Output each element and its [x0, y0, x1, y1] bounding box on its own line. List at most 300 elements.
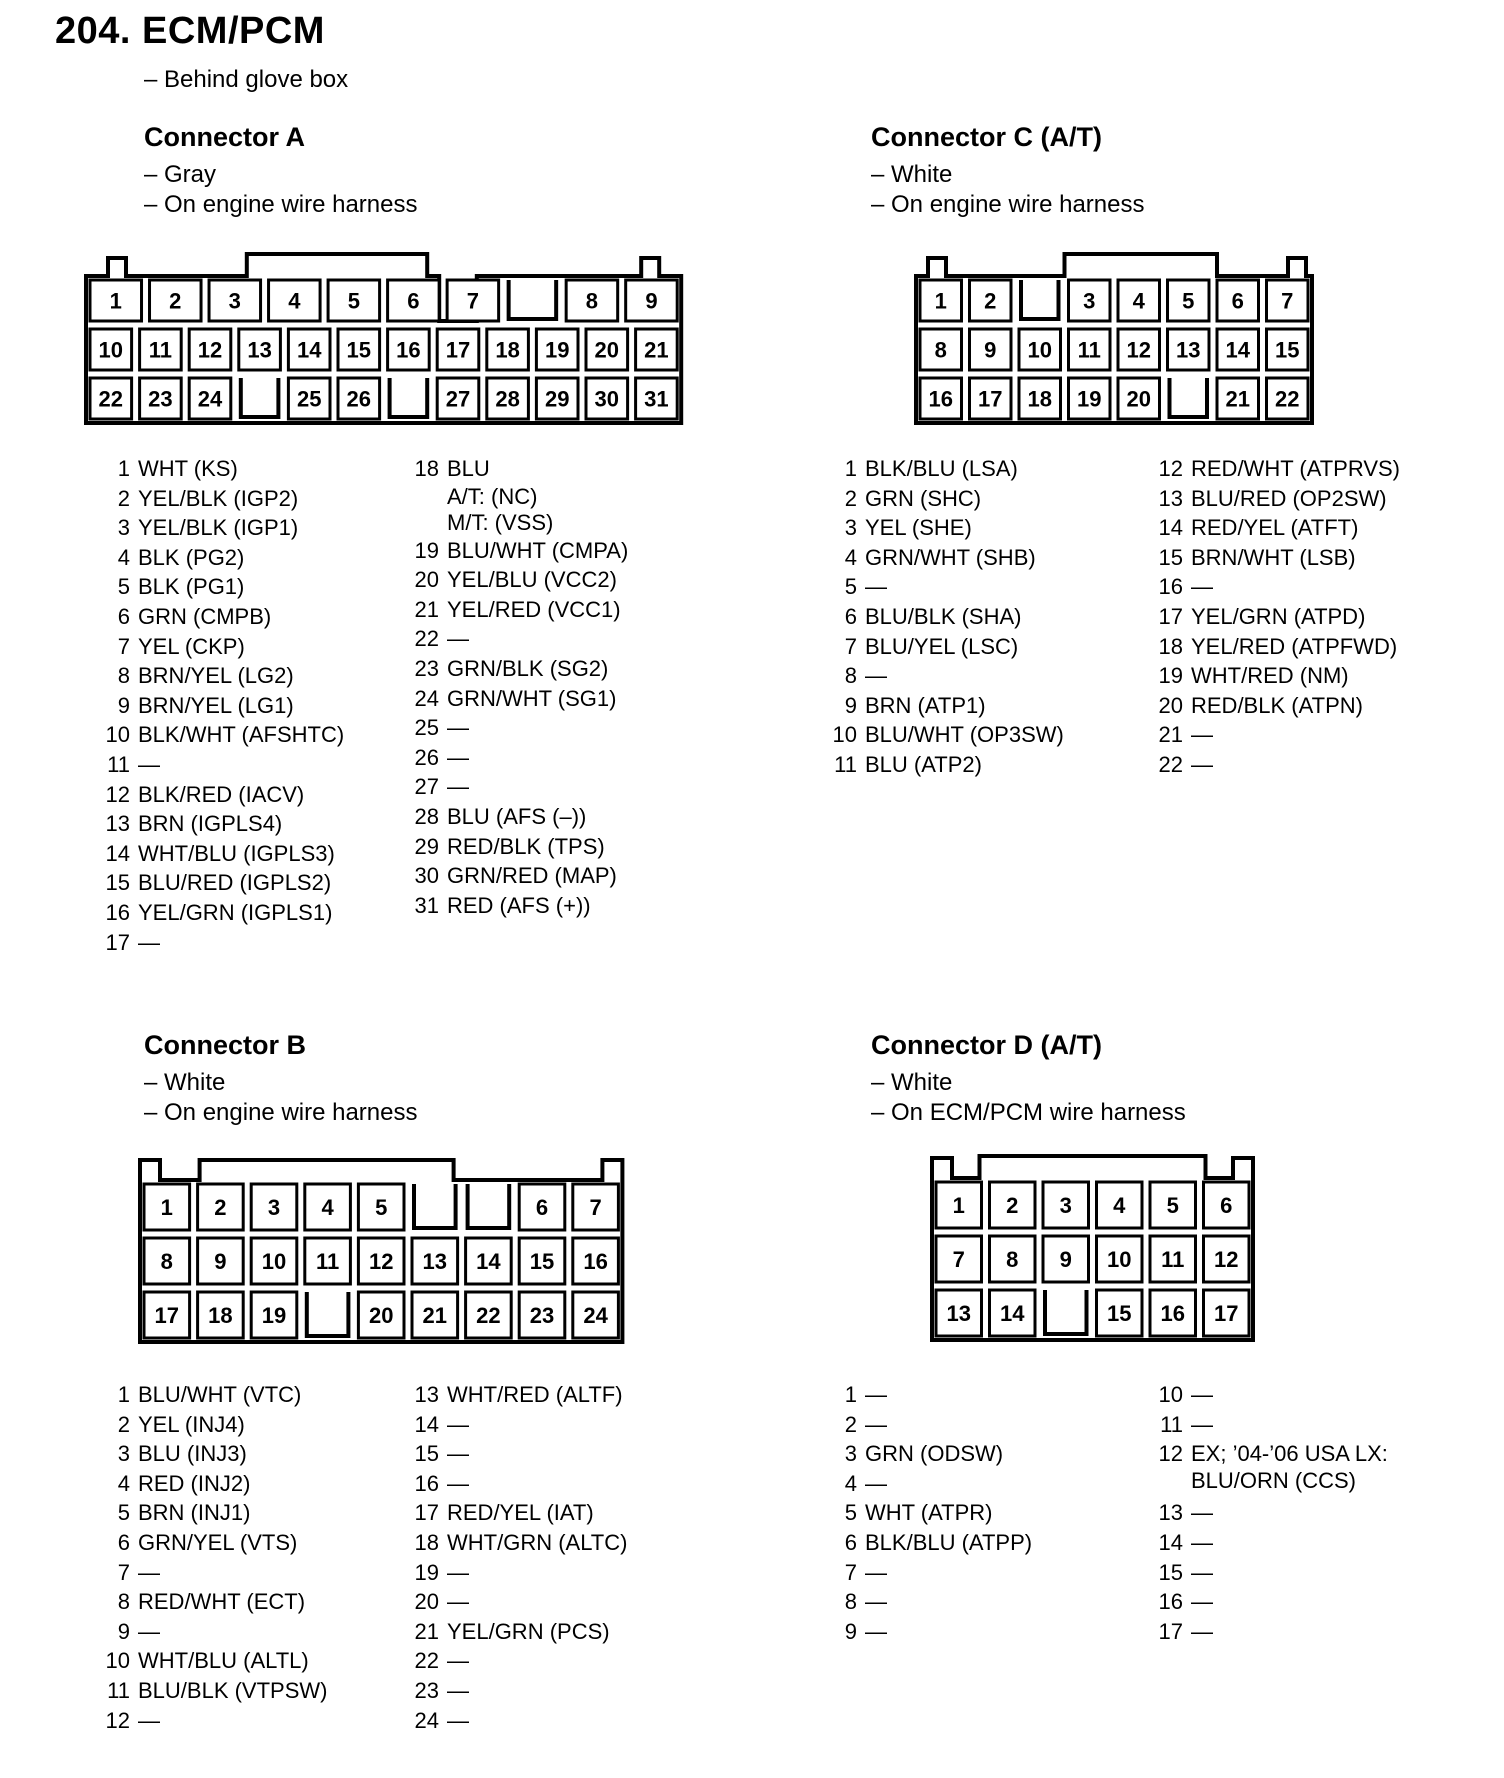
pin-row	[100, 1528, 327, 1558]
pin-row	[100, 1410, 327, 1440]
pin-row	[100, 898, 344, 928]
pin-wire: —	[1191, 574, 1213, 600]
cavity-number: 1	[160, 1195, 173, 1220]
pin-row	[1153, 661, 1400, 691]
cavity-number: 12	[1214, 1247, 1239, 1272]
pin-wire: GRN (ODSW)	[865, 1441, 1004, 1467]
cavity-number: 8	[934, 337, 947, 363]
pin-number: 14	[414, 1411, 439, 1437]
pin-wire: BLU (ATP2)	[865, 751, 982, 777]
pin-wire: YEL/GRN (IGPLS1)	[138, 899, 333, 925]
pin-row	[100, 661, 344, 691]
pin-wire: YEL/GRN (PCS)	[447, 1618, 610, 1644]
cavity-number: 15	[529, 1249, 555, 1274]
pin-row	[409, 624, 628, 654]
pin-row	[100, 513, 344, 543]
connector-a-diagram	[80, 248, 690, 428]
pin-wire: BRN/WHT (LSB)	[1191, 544, 1356, 570]
pin-wire: BLK/WHT (AFSHTC)	[138, 722, 345, 748]
cavity-number: 2	[169, 288, 182, 314]
cavity-number: 25	[296, 386, 322, 412]
cavity-number: 16	[583, 1249, 608, 1274]
pin-number: 2	[117, 485, 130, 511]
pin-number: 1	[844, 1382, 857, 1407]
connector-b-color: – White	[144, 1069, 226, 1096]
pin-row	[100, 1587, 327, 1617]
pin-wire: BLU (INJ3)	[138, 1441, 247, 1467]
pin-number: 3	[844, 1441, 857, 1467]
cavity-number: 19	[544, 337, 570, 363]
cavity-number: 4	[288, 288, 301, 314]
pin-number: 8	[844, 1589, 857, 1615]
cavity-number: 5	[1166, 1193, 1179, 1218]
pin-wire: —	[1191, 1382, 1213, 1407]
cavity-number: 22	[98, 386, 124, 412]
pin-number: 15	[414, 1441, 439, 1467]
pin-number: 2	[844, 1411, 857, 1437]
pin-row	[827, 1617, 1032, 1647]
pin-row	[409, 743, 628, 773]
cavity-number: 15	[1107, 1301, 1132, 1326]
pin-row	[409, 1617, 627, 1647]
pin-wire: BLU/BLK (SHA)	[865, 603, 1022, 629]
pin-wire: —	[1191, 1559, 1213, 1585]
pin-number: 18	[414, 1529, 439, 1555]
pin-number: 9	[844, 692, 857, 718]
pin-wire: BLK (PG1)	[138, 574, 245, 600]
cavity-number: 3	[1083, 288, 1096, 314]
cavity-number: 21	[422, 1303, 448, 1328]
pin-wire: —	[447, 1559, 469, 1585]
pin-row	[409, 772, 628, 802]
pin-number: 27	[414, 774, 439, 800]
pin-wire: GRN/WHT (SHB)	[865, 544, 1036, 570]
pin-row	[827, 572, 1064, 602]
connector-b-diagram	[134, 1154, 634, 1350]
pin-row	[1153, 484, 1400, 514]
pin-wire: GRN/WHT (SG1)	[447, 685, 617, 711]
pin-wire: WHT (ATPR)	[865, 1500, 993, 1526]
pin-row	[1153, 1439, 1388, 1469]
pin-row	[827, 632, 1064, 662]
cavity-number: 11	[315, 1249, 340, 1274]
pin-number: 13	[1158, 1500, 1183, 1526]
pin-row	[1153, 1410, 1388, 1440]
pin-row	[100, 720, 344, 750]
pin-row	[827, 1528, 1032, 1558]
pin-number: 28	[414, 803, 439, 829]
pin-wire: —	[447, 1677, 469, 1703]
cavity-number: 23	[148, 386, 173, 412]
pin-row	[100, 928, 344, 958]
pin-number: 14	[1158, 1529, 1183, 1555]
pin-number: 12	[1158, 456, 1183, 481]
pin-note: A/T: (NC)	[447, 483, 538, 509]
cavity-number: 27	[445, 386, 471, 412]
pin-row	[409, 713, 628, 743]
pin-wire: —	[1191, 1589, 1213, 1615]
pin-number: 30	[414, 863, 439, 889]
pin-wire: —	[865, 1618, 887, 1644]
cavity-number: 17	[1214, 1301, 1239, 1326]
pin-wire: YEL (CKP)	[138, 633, 245, 659]
pin-wire: GRN (CMPB)	[138, 603, 272, 629]
pin-wire: —	[865, 1589, 887, 1615]
pin-row	[409, 861, 628, 891]
connector-d-pins-right	[1153, 1380, 1388, 1646]
pin-row	[409, 1706, 627, 1736]
cavity-number: 20	[1126, 386, 1151, 412]
pin-wire: WHT/GRN (ALTC)	[447, 1529, 628, 1555]
pin-row	[100, 1706, 327, 1736]
pin-row	[827, 543, 1064, 573]
connector-d-pins-left	[827, 1380, 1032, 1646]
pin-number: 4	[117, 544, 130, 570]
connector-b-pins-left	[100, 1380, 327, 1735]
cavity-number: 14	[1225, 337, 1250, 363]
cavity-number: 14	[476, 1249, 501, 1274]
pin-wire: BLK/BLU (ATPP)	[865, 1529, 1033, 1555]
cavity-number: 9	[645, 288, 658, 314]
cavity-number: 12	[197, 337, 223, 363]
cavity-number: 6	[1220, 1193, 1233, 1218]
pin-wire: —	[1191, 722, 1213, 748]
connector-b-pins-right	[409, 1380, 627, 1735]
pin-number: 6	[117, 603, 130, 629]
pin-row	[100, 809, 344, 839]
pin-wire: BRN/YEL (LG2)	[138, 663, 294, 689]
cavity-number: 6	[407, 288, 420, 314]
pin-wire: YEL/BLU (VCC2)	[447, 567, 617, 593]
cavity-number: 28	[495, 386, 520, 412]
cavity-number: 17	[445, 337, 471, 363]
pin-row	[100, 691, 344, 721]
pin-number: 3	[117, 515, 130, 541]
pin-number: 19	[1158, 663, 1183, 689]
cavity-number: 7	[952, 1247, 965, 1272]
pin-row	[100, 1558, 327, 1588]
connector-d-notes	[871, 1068, 1186, 1127]
pin-wire: —	[1191, 751, 1213, 777]
pin-row	[827, 1410, 1032, 1440]
cavity-number: 4	[1113, 1193, 1126, 1218]
page-title: 204. ECM/PCM	[55, 10, 325, 52]
pin-wire: BLU/BLK (VTPSW)	[138, 1677, 328, 1703]
cavity-number: 12	[368, 1249, 394, 1274]
cavity-number: 5	[1182, 288, 1195, 314]
pin-row	[100, 1646, 327, 1676]
pin-row	[100, 572, 344, 602]
pin-row	[1153, 454, 1400, 484]
pin-wire: BRN (ATP1)	[865, 692, 986, 718]
cavity-number: 21	[644, 337, 669, 363]
pin-row	[1153, 1498, 1388, 1528]
pin-row	[100, 1439, 327, 1469]
pin-row	[827, 691, 1064, 721]
cavity-number: 12	[1126, 337, 1151, 363]
pin-row	[1153, 632, 1400, 662]
cavity-number: 13	[946, 1301, 971, 1326]
pin-number: 1	[117, 456, 130, 481]
pin-row	[827, 1469, 1032, 1499]
pin-wire: GRN/YEL (VTS)	[138, 1529, 298, 1555]
pin-row	[409, 1410, 627, 1440]
pin-wire: —	[447, 626, 469, 652]
pin-wire: YEL/GRN (ATPD)	[1191, 603, 1366, 629]
pin-number: 12	[105, 1707, 130, 1733]
cavity-number: 16	[396, 337, 421, 363]
cavity-number: 14	[1000, 1301, 1025, 1326]
pin-wire: —	[447, 715, 469, 741]
pin-number: 17	[105, 929, 130, 955]
cavity-number: 18	[495, 337, 520, 363]
pin-number: 23	[414, 655, 439, 681]
pin-row	[827, 720, 1064, 750]
pin-wire: BLU/RED (IGPLS2)	[138, 870, 332, 896]
pin-wire: WHT/BLU (IGPLS3)	[138, 840, 335, 866]
pin-note: BLU/ORN (CCS)	[1191, 1467, 1357, 1493]
cavity-number: 16	[1160, 1301, 1185, 1326]
pin-number: 17	[1158, 603, 1183, 629]
pin-row	[1153, 750, 1400, 780]
cavity-number: 19	[261, 1303, 287, 1328]
pin-wire: —	[865, 663, 887, 689]
pin-row	[409, 891, 628, 921]
pin-wire: —	[865, 574, 887, 600]
pin-number: 20	[414, 567, 439, 593]
cavity-number: 31	[644, 386, 669, 412]
pin-number: 22	[1158, 751, 1183, 777]
cavity-number: 29	[544, 386, 570, 412]
pin-wire: —	[138, 929, 160, 955]
pin-number: 4	[844, 544, 857, 570]
pin-row	[1153, 1528, 1388, 1558]
pin-wire: BLK/RED (IACV)	[138, 781, 305, 807]
pin-number: 11	[1160, 1411, 1183, 1437]
pin-row	[409, 595, 628, 625]
pin-number: 5	[844, 1500, 857, 1526]
pin-row	[409, 1439, 627, 1469]
pin-row	[409, 1380, 627, 1410]
pin-number: 12	[105, 781, 130, 807]
pin-number: 5	[117, 1500, 130, 1526]
pin-number: 2	[117, 1411, 130, 1437]
pin-wire: BLU	[447, 456, 490, 481]
cavity-number: 3	[267, 1195, 281, 1220]
pin-row	[1153, 1617, 1388, 1647]
cavity-number: 5	[347, 288, 360, 314]
pin-row	[100, 750, 344, 780]
cavity-number: 10	[98, 337, 124, 363]
cavity-number: 21	[1225, 386, 1250, 412]
cavity-number: 26	[346, 386, 372, 412]
pin-wire: —	[447, 1589, 469, 1615]
pin-row	[100, 839, 344, 869]
pin-wire: —	[447, 774, 469, 800]
pin-number: 9	[117, 1618, 130, 1644]
pin-number: 7	[117, 1559, 130, 1585]
pin-row	[1153, 691, 1400, 721]
pin-number: 15	[105, 870, 130, 896]
pin-number: 6	[844, 1529, 857, 1555]
pin-number: 31	[414, 892, 439, 918]
pin-number: 26	[414, 744, 439, 770]
pin-number: 14	[105, 840, 130, 866]
cavity-number: 20	[368, 1303, 394, 1328]
pin-wire: YEL/RED (VCC1)	[447, 596, 621, 622]
cavity-number: 9	[1059, 1247, 1072, 1272]
pin-wire: —	[447, 1441, 469, 1467]
pin-number: 11	[834, 751, 857, 777]
pin-row	[1153, 572, 1400, 602]
pin-number: 18	[1158, 633, 1183, 659]
pin-number: 6	[117, 1529, 130, 1555]
cavity-number: 8	[1006, 1247, 1019, 1272]
cavity-number: 17	[978, 386, 1003, 412]
pin-wire: EX; ’04-’06 USA LX:	[1191, 1441, 1388, 1467]
pin-wire: —	[1191, 1618, 1213, 1644]
cavity-number: 7	[466, 288, 480, 314]
cavity-number: 11	[1161, 1247, 1185, 1272]
pin-row	[409, 1528, 627, 1558]
pin-number: 7	[844, 633, 857, 659]
pin-row	[827, 1498, 1032, 1528]
pin-number: 10	[832, 722, 857, 748]
cavity-number: 4	[1132, 288, 1145, 314]
cavity-number: 10	[1027, 337, 1052, 363]
pin-number: 16	[1158, 574, 1183, 600]
pin-number: 21	[414, 596, 439, 622]
pin-row	[409, 1646, 627, 1676]
pin-wire: —	[138, 1618, 160, 1644]
cavity-number: 15	[1275, 337, 1300, 363]
pin-number: 15	[1158, 544, 1183, 570]
pin-wire: BLU/YEL (LSC)	[865, 633, 1019, 659]
connector-d-diagram	[926, 1152, 1262, 1348]
pin-number: 25	[414, 715, 439, 741]
pin-number: 24	[414, 685, 439, 711]
pin-row	[1153, 1380, 1388, 1410]
pin-number: 11	[107, 1677, 130, 1703]
pin-number: 13	[414, 1382, 439, 1407]
cavity-number: 19	[1077, 386, 1102, 412]
pin-wire: WHT/RED (NM)	[1191, 663, 1349, 689]
cavity-number: 5	[375, 1195, 388, 1220]
pin-row	[409, 1676, 627, 1706]
pin-number: 15	[1158, 1559, 1183, 1585]
pin-number: 5	[117, 574, 130, 600]
connector-d-title: Connector D (A/T)	[871, 1030, 1102, 1060]
cavity-number: 18	[208, 1303, 233, 1328]
pin-row	[1153, 1587, 1388, 1617]
cavity-number: 3	[1059, 1193, 1072, 1218]
pin-number: 11	[107, 751, 130, 777]
pin-number: 10	[105, 722, 130, 748]
connector-a-pins-right	[409, 454, 628, 920]
pin-row	[827, 750, 1064, 780]
pin-wire: RED/WHT (ECT)	[138, 1589, 306, 1615]
connector-c-title: Connector C (A/T)	[871, 122, 1102, 152]
pin-number: 16	[414, 1470, 439, 1496]
pin-number: 3	[117, 1441, 130, 1467]
pin-number: 7	[117, 633, 130, 659]
pin-wire: —	[865, 1470, 887, 1496]
pin-wire: —	[865, 1382, 887, 1407]
cavity-number: 24	[583, 1303, 608, 1328]
pin-row	[100, 868, 344, 898]
pin-row	[100, 543, 344, 573]
pin-number: 16	[105, 899, 130, 925]
connector-b-notes	[144, 1068, 418, 1127]
pin-row	[827, 661, 1064, 691]
pin-note: M/T: (VSS)	[447, 509, 554, 535]
pin-wire: WHT/RED (ALTF)	[447, 1382, 623, 1407]
pin-row	[100, 1380, 327, 1410]
pin-wire: RED (AFS (+))	[447, 892, 591, 918]
pin-number: 13	[105, 811, 130, 837]
cavity-number: 9	[214, 1249, 227, 1274]
pin-row	[1153, 602, 1400, 632]
pin-row	[409, 684, 628, 714]
cavity-number: 4	[321, 1195, 334, 1220]
pin-wire: BLU/RED (OP2SW)	[1191, 485, 1387, 511]
pin-wire: YEL/BLK (IGP1)	[138, 515, 299, 541]
pin-wire: BLU/WHT (OP3SW)	[865, 722, 1064, 748]
pin-row	[100, 632, 344, 662]
pin-row	[100, 1676, 327, 1706]
cavity-number: 13	[422, 1249, 448, 1274]
cavity-number: 7	[1281, 288, 1294, 314]
pin-number: 23	[414, 1677, 439, 1703]
pin-row	[409, 1587, 627, 1617]
pin-wire: RED/WHT (ATPRVS)	[1191, 456, 1401, 481]
cavity-number: 6	[1231, 288, 1244, 314]
pin-number: 19	[414, 537, 439, 563]
pin-number: 24	[414, 1707, 439, 1733]
cavity-number: 18	[1027, 386, 1052, 412]
cavity-number: 10	[261, 1249, 287, 1274]
pin-wire: BLU (AFS (–))	[447, 803, 587, 829]
cavity-number: 22	[476, 1303, 501, 1328]
pin-number: 20	[414, 1589, 439, 1615]
cavity-number: 24	[197, 386, 223, 412]
pin-row	[100, 484, 344, 514]
pin-wire: —	[138, 751, 160, 777]
connector-c-color: – White	[871, 161, 953, 188]
pin-wire: YEL/BLK (IGP2)	[138, 485, 299, 511]
connector-a-title: Connector A	[144, 122, 305, 152]
pin-number: 6	[844, 603, 857, 629]
pin-number: 13	[1158, 485, 1183, 511]
pin-number: 22	[414, 1648, 439, 1674]
cavity-number: 16	[928, 386, 953, 412]
pin-number: 21	[414, 1618, 439, 1644]
pin-number: 4	[117, 1470, 130, 1496]
pin-row	[827, 1558, 1032, 1588]
connector-a-notes	[144, 160, 418, 219]
cavity-number: 11	[1077, 337, 1101, 363]
pin-wire: GRN/RED (MAP)	[447, 863, 617, 889]
cavity-number: 8	[160, 1249, 173, 1274]
pin-row	[409, 1469, 627, 1499]
pin-number: 19	[414, 1559, 439, 1585]
pin-number: 7	[844, 1559, 857, 1585]
cavity-number: 15	[346, 337, 372, 363]
cavity-number: 1	[109, 288, 122, 314]
pin-row	[100, 1498, 327, 1528]
pin-number: 8	[844, 663, 857, 689]
pin-number: 18	[414, 456, 439, 481]
